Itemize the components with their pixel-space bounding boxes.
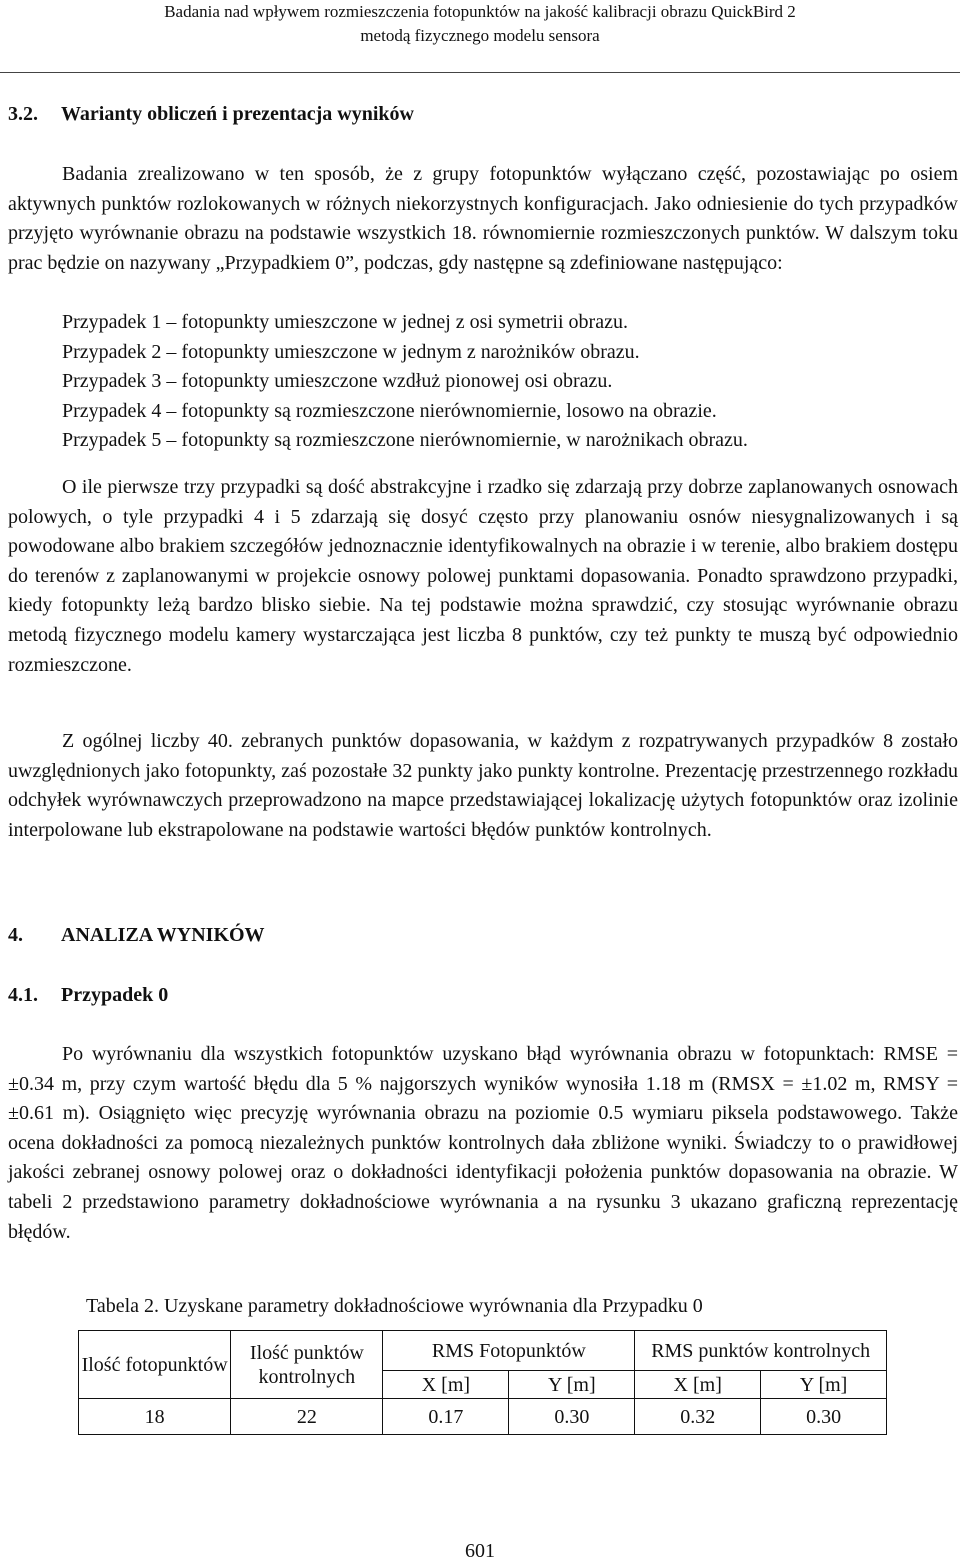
header-rms-check-y: Y [m] [761, 1371, 887, 1399]
section-number: 4.1. [8, 984, 38, 1006]
table-cell: 0.32 [635, 1399, 761, 1435]
table-cell: 0.30 [509, 1399, 635, 1435]
running-header-line-1: Badania nad wpływem rozmieszczenia fotopunktów na jakość kalibracji obrazu QuickBird 2 [164, 2, 796, 21]
section-number: 3.2. [8, 103, 38, 125]
section-number: 4. [8, 924, 23, 946]
results-paragraph: Po wyrównaniu dla wszystkich fotopunktów uzyskano błąd wyrównania obrazu w fotopunktach: RMSE = ±0.34 m, przy czym wartość błędu dla 5 % najgorszych wyników wynosiła 1.18 m (RMSX = ±1.02 m, RMSY = ±0.61 m). Osiągnięto więc precyzję wyrównania obrazu na poziomie 0.5 wymiaru piksela podstawowego. Także ocena dokładności za pomocą niezależnych punktów kontrolnych dała zbliżone wyniki. Świadczy to o prawidłowej jakości zebranej osnowy polowej oraz o dokładności identyfikacji położenia punktów dopasowania na obrazie. W tabeli 2 przedstawiono parametry dokładnościowe wyrównania a na rysunku 3 ukazano graficzną reprezentację błędów. [8, 1043, 958, 1243]
section-4-1-heading [8, 981, 168, 1011]
cases-list [62, 308, 958, 456]
header-check-count: Ilość punktów kontrolnych [231, 1331, 383, 1399]
list-item: Przypadek 2 – fotopunkty umieszczone w jednym z narożników obrazu. [62, 340, 640, 363]
header-gcp-count: Ilość fotopunktów [79, 1331, 231, 1399]
page-number: 601 [465, 1540, 495, 1562]
table-cell: 18 [79, 1399, 231, 1435]
section-title: Przypadek 0 [61, 984, 169, 1006]
table-caption: Tabela 2. Uzyskane parametry dokładnościowe wyrównania dla Przypadku 0 [86, 1295, 703, 1317]
header-rms-gcp: RMS Fotopunktów [383, 1331, 635, 1371]
section-title: Warianty obliczeń i prezentacja wyników [61, 103, 414, 125]
section-title: ANALIZA WYNIKÓW [61, 924, 265, 946]
table-cell: 22 [231, 1399, 383, 1435]
table-cell: 0.30 [761, 1399, 887, 1435]
table-cell: 0.17 [383, 1399, 509, 1435]
running-header [0, 0, 960, 47]
header-rms-check-x: X [m] [635, 1371, 761, 1399]
body-paragraph: Z ogólnej liczby 40. zebranych punktów dopasowania, w każdym z rozpatrywanych przypadków 8 zostało uwzględnionych jako fotopunkty, zaś pozostałe 32 punkty jako punkty kontrolne. Prezentację przestrzennego rozkładu odchyłek wyrównawczych przeprowadzono na mapce przedstawiającej lokalizację użytych fotopunktów oraz izolinie interpolowane lub ekstrapolowane na podstawie wartości błędów punktów kontrolnych. [8, 730, 958, 841]
header-rms-check: RMS punktów kontrolnych [635, 1331, 887, 1371]
header-rms-gcp-x: X [m] [383, 1371, 509, 1399]
results-table [78, 1330, 887, 1435]
list-item: Przypadek 1 – fotopunkty umieszczone w jednej z osi symetrii obrazu. [62, 311, 628, 333]
section-4-heading [8, 921, 265, 951]
section-3-2-heading [8, 100, 414, 130]
list-item: Przypadek 3 – fotopunkty umieszczone wzdłuż pionowej osi obrazu. [62, 370, 613, 393]
intro-paragraph: Badania zrealizowano w ten sposób, że z grupy fotopunktów wyłączano część, pozostawiając po osiem aktywnych punktów rozlokowanych w różnych niekorzystnych konfiguracjach. Jako odniesienie do tych przypadków przyjęto wyrównanie obrazu na podstawie wszystkich 18. równomiernie rozmieszczonych punktów. W dalszym toku prac będzie on nazywany „Przypadkiem 0”, podczas, gdy następne są zdefiniowane następująco: [8, 163, 958, 274]
running-header-line-2: metodą fizycznego modelu sensora [360, 25, 600, 45]
header-divider [0, 72, 960, 73]
header-rms-gcp-y: Y [m] [509, 1371, 635, 1399]
list-item: Przypadek 5 – fotopunkty są rozmieszczone nierównomiernie, w narożnikach obrazu. [62, 429, 748, 452]
body-paragraph: O ile pierwsze trzy przypadki są dość abstrakcyjne i rzadko się zdarzają przy dobrze zaplanowanych osnowach polowych, o tyle przypadki 4 i 5 zdarzają się dosyć często przy planowaniu osnów niesygnalizowanych i są powodowane albo brakiem szczegółów jednoznacznie identyfikowalnych na obrazie i w terenie, albo brakiem dostępu do terenów z zaplanowanymi w projekcie osnowy polowej punktami dopasowania. Ponadto sprawdzono przypadki, kiedy fotopunkty leżą bardzo blisko siebie. Na tej podstawie można sprawdzić, czy stosując wyrównanie obrazu metodą fizycznego modelu kamery wystarczająca jest liczba 8 punktów, czy też punkty te muszą być odpowiednio rozmieszczone. [8, 476, 958, 676]
table-row [79, 1399, 887, 1435]
list-item: Przypadek 4 – fotopunkty są rozmieszczone nierównomiernie, losowo na obrazie. [62, 399, 717, 422]
